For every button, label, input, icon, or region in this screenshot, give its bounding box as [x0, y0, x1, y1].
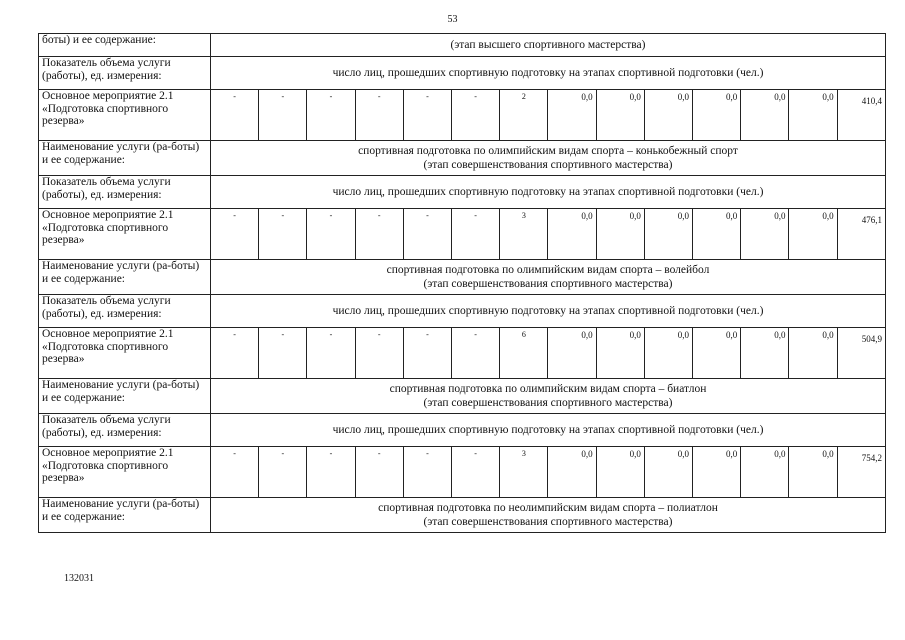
value-cell: 0,0 — [789, 328, 837, 379]
service-label: Наименование услуги (ра-боты) и ее содержание: — [39, 260, 211, 295]
table-row — [39, 141, 886, 176]
value-cell: - — [307, 328, 355, 379]
table-row — [39, 90, 886, 141]
service-line: спортивная подготовка по олимпийским видам спорта – биатлон — [389, 383, 707, 395]
measure-label: Показатель объема услуги (работы), ед. измерения: — [39, 57, 211, 90]
value-cell: - — [452, 447, 500, 498]
value-cell: 0,0 — [596, 447, 644, 498]
table-row — [39, 295, 886, 328]
service-text — [211, 498, 886, 533]
measure-label: Показатель объема услуги (работы), ед. измерения: — [39, 414, 211, 447]
service-label: Наименование услуги (ра-боты) и ее содержание: — [39, 379, 211, 414]
value-cell: - — [211, 447, 259, 498]
value-cell: 0,0 — [548, 328, 596, 379]
value-cell: 0,0 — [693, 209, 741, 260]
service-stage: (этап совершенствования спортивного мастерства) — [423, 397, 673, 409]
service-stage: (этап высшего спортивного мастерства) — [211, 34, 886, 57]
value-cell: 0,0 — [596, 328, 644, 379]
value-cell: - — [211, 209, 259, 260]
value-cell: 410,4 — [837, 90, 885, 141]
value-cell: 0,0 — [548, 447, 596, 498]
value-cell: 0,0 — [741, 447, 789, 498]
value-cell: - — [452, 209, 500, 260]
measure-text: число лиц, прошедших спортивную подготовку на этапах спортивной подготовки (чел.) — [211, 295, 886, 328]
value-cell: - — [452, 328, 500, 379]
value-cell: - — [355, 328, 403, 379]
value-cell: 0,0 — [693, 90, 741, 141]
value-cell: 0,0 — [789, 447, 837, 498]
table-row — [39, 176, 886, 209]
document-code: 132031 — [64, 573, 94, 584]
page-number: 53 — [447, 14, 458, 25]
service-table — [38, 33, 886, 533]
value-cell: - — [211, 328, 259, 379]
value-cell: - — [259, 447, 307, 498]
table-row — [39, 260, 886, 295]
service-label: Наименование услуги (ра-боты) и ее содержание: — [39, 498, 211, 533]
service-text — [211, 379, 886, 414]
value-cell: - — [403, 328, 451, 379]
value-cell: 0,0 — [548, 209, 596, 260]
table-row — [39, 414, 886, 447]
value-cell: 0,0 — [693, 447, 741, 498]
service-label: Наименование услуги (ра-боты) и ее содержание: — [39, 141, 211, 176]
value-cell: 0,0 — [548, 90, 596, 141]
value-cell: - — [403, 209, 451, 260]
value-cell: - — [259, 90, 307, 141]
value-cell: - — [307, 209, 355, 260]
value-cell: - — [355, 90, 403, 141]
value-cell: 0,0 — [644, 90, 692, 141]
service-line: спортивная подготовка по олимпийским видам спорта – конькобежный спорт — [358, 145, 738, 157]
value-cell: - — [307, 447, 355, 498]
value-cell: 6 — [500, 328, 548, 379]
activity-label: Основное мероприятие 2.1 «Подготовка спортивного резерва» — [39, 90, 211, 141]
value-cell: - — [355, 447, 403, 498]
value-cell: 0,0 — [789, 209, 837, 260]
table-row — [39, 498, 886, 533]
value-cell: - — [403, 90, 451, 141]
value-cell: - — [403, 447, 451, 498]
measure-label: Показатель объема услуги (работы), ед. измерения: — [39, 295, 211, 328]
value-cell: 0,0 — [644, 209, 692, 260]
value-cell: 0,0 — [596, 90, 644, 141]
service-line: спортивная подготовка по олимпийским видам спорта – волейбол — [386, 264, 710, 276]
measure-label: Показатель объема услуги (работы), ед. измерения: — [39, 176, 211, 209]
value-cell: - — [259, 209, 307, 260]
service-stage: (этап совершенствования спортивного мастерства) — [423, 516, 673, 528]
value-cell: 0,0 — [741, 328, 789, 379]
value-cell: 0,0 — [789, 90, 837, 141]
value-cell: - — [307, 90, 355, 141]
row-label: боты) и ее содержание: — [39, 34, 211, 57]
value-cell: 504,9 — [837, 328, 885, 379]
activity-label: Основное мероприятие 2.1 «Подготовка спортивного резерва» — [39, 209, 211, 260]
table-row — [39, 447, 886, 498]
service-stage: (этап совершенствования спортивного мастерства) — [423, 278, 673, 290]
value-cell: - — [452, 90, 500, 141]
value-cell: 754,2 — [837, 447, 885, 498]
table-row — [39, 57, 886, 90]
value-cell: 3 — [500, 447, 548, 498]
value-cell: - — [211, 90, 259, 141]
value-cell: 476,1 — [837, 209, 885, 260]
value-cell: 0,0 — [644, 328, 692, 379]
measure-text: число лиц, прошедших спортивную подготовку на этапах спортивной подготовки (чел.) — [211, 176, 886, 209]
value-cell: 3 — [500, 209, 548, 260]
service-stage: (этап совершенствования спортивного мастерства) — [423, 159, 673, 171]
service-line: спортивная подготовка по неолимпийским видам спорта – полиатлон — [378, 502, 718, 514]
value-cell: - — [259, 328, 307, 379]
activity-label: Основное мероприятие 2.1 «Подготовка спортивного резерва» — [39, 328, 211, 379]
value-cell: 0,0 — [644, 447, 692, 498]
service-text — [211, 260, 886, 295]
value-cell: - — [355, 209, 403, 260]
service-text — [211, 141, 886, 176]
table-row — [39, 379, 886, 414]
value-cell: 0,0 — [596, 209, 644, 260]
activity-label: Основное мероприятие 2.1 «Подготовка спортивного резерва» — [39, 447, 211, 498]
value-cell: 2 — [500, 90, 548, 141]
table-row — [39, 209, 886, 260]
value-cell: 0,0 — [741, 209, 789, 260]
table-row — [39, 328, 886, 379]
measure-text: число лиц, прошедших спортивную подготовку на этапах спортивной подготовки (чел.) — [211, 414, 886, 447]
measure-text: число лиц, прошедших спортивную подготовку на этапах спортивной подготовки (чел.) — [211, 57, 886, 90]
table-row — [39, 34, 886, 57]
value-cell: 0,0 — [741, 90, 789, 141]
value-cell: 0,0 — [693, 328, 741, 379]
